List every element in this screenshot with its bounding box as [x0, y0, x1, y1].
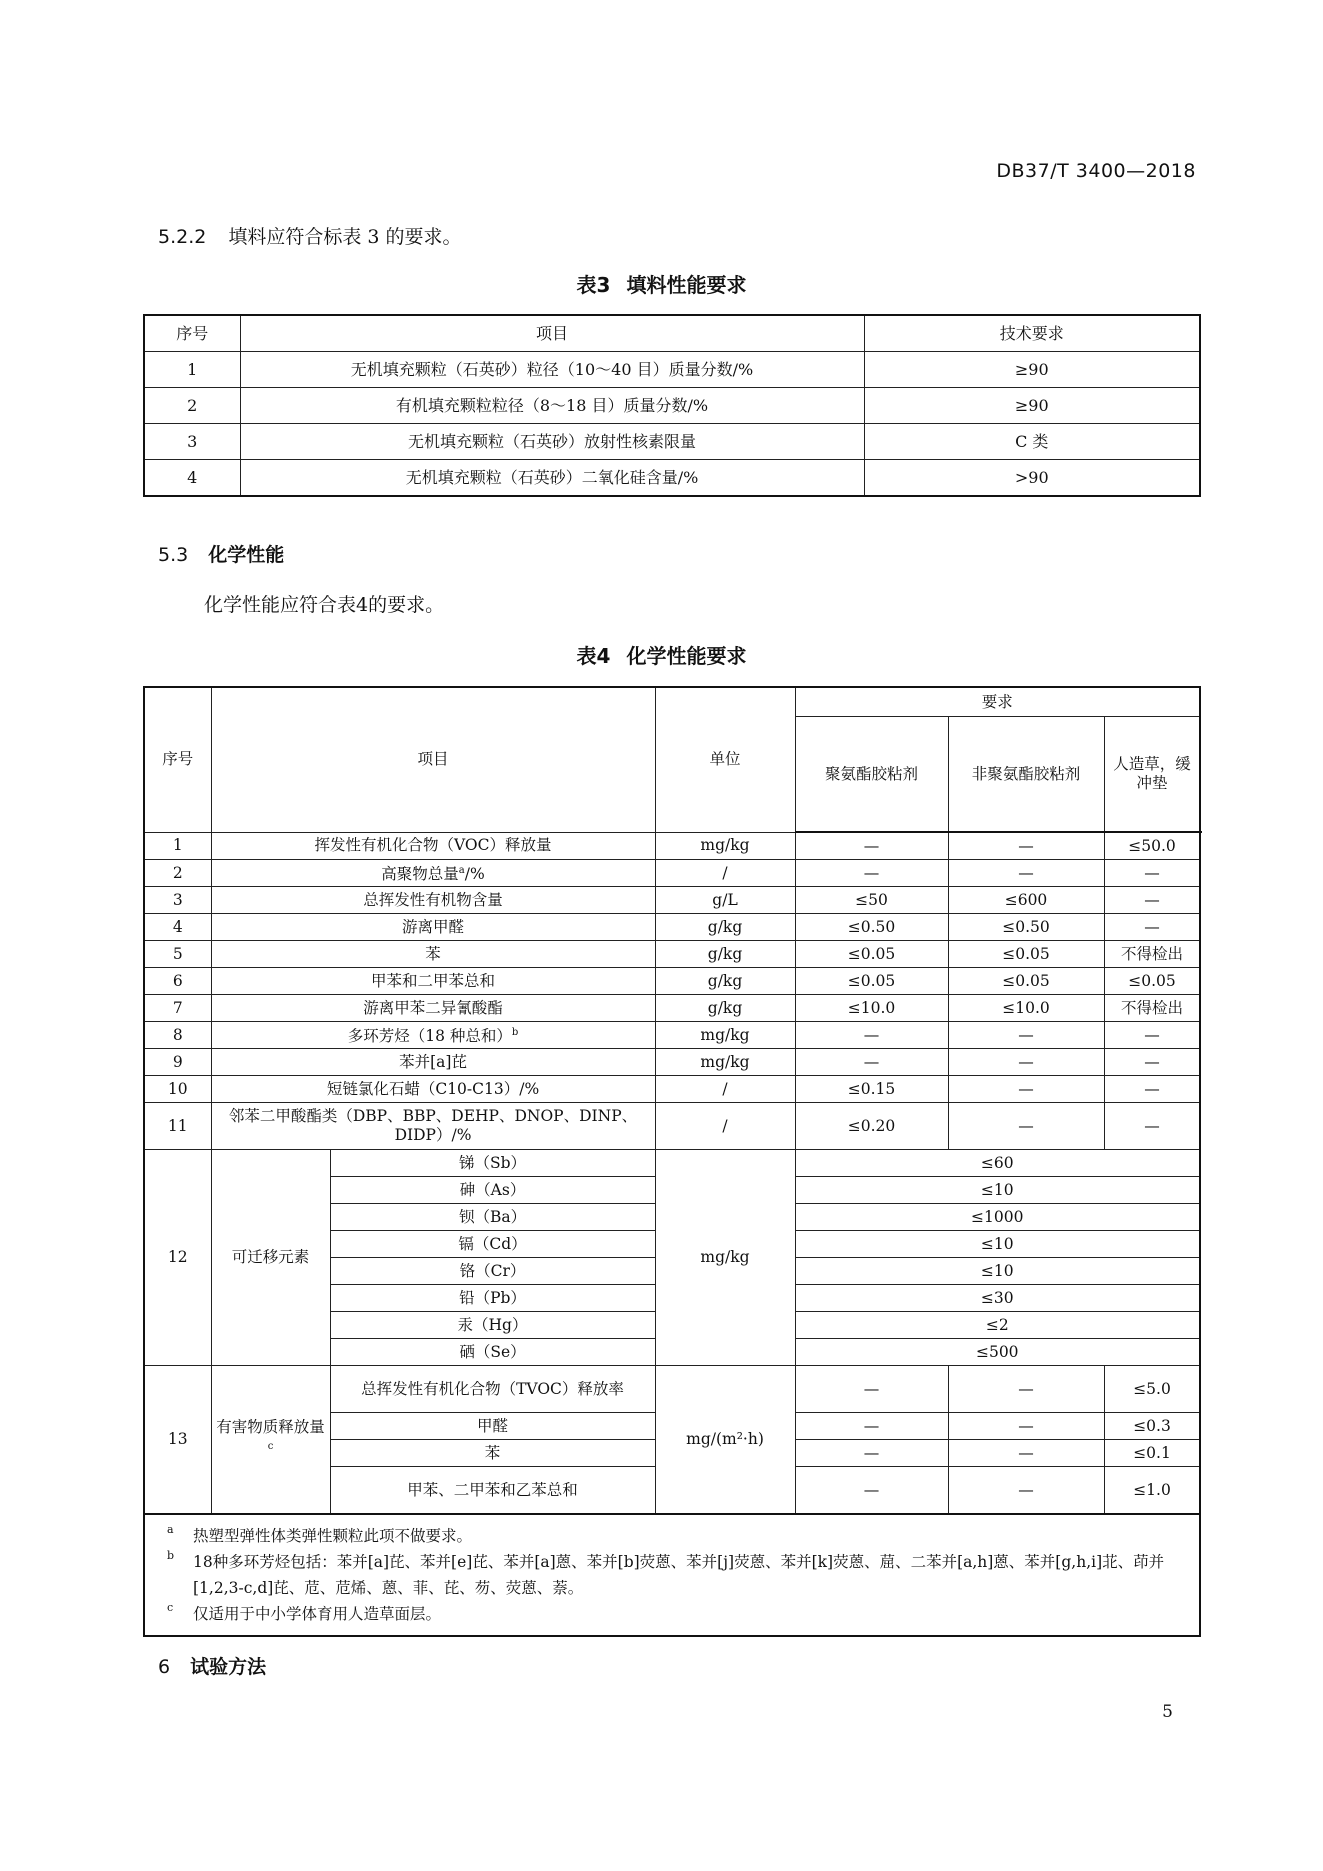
row-no: 1	[144, 832, 211, 860]
table4-caption	[0, 640, 1323, 669]
footnote-mark: c	[267, 1441, 274, 1453]
note-mark: a	[167, 1523, 174, 1536]
row-item: 甲苯和二甲苯总和	[211, 968, 655, 995]
row-requirement: C 类	[864, 424, 1200, 460]
row-value: ≤50	[795, 887, 948, 914]
element-name: 锑（Sb）	[330, 1150, 655, 1177]
table4-notes	[144, 1514, 1200, 1636]
substance-name: 苯	[330, 1440, 655, 1467]
row-unit: mg/kg	[655, 1049, 795, 1076]
row-unit: g/kg	[655, 914, 795, 941]
row-item-text: 高聚物总量	[381, 865, 459, 884]
row-no: 10	[144, 1076, 211, 1103]
row-no: 9	[144, 1049, 211, 1076]
table-note	[167, 1601, 1189, 1627]
note-mark: c	[167, 1601, 174, 1614]
row-value: ≤0.05	[948, 968, 1104, 995]
row-value: ≤10.0	[948, 995, 1104, 1022]
table4-header-item: 项目	[211, 687, 655, 832]
row-no: 2	[144, 388, 240, 424]
row-value: ≤0.20	[795, 1103, 948, 1150]
row-value: —	[948, 1366, 1104, 1413]
row-value: ≤5.0	[1104, 1366, 1200, 1413]
table-row	[144, 1366, 1200, 1413]
row-item: 苯	[211, 941, 655, 968]
row-value: ≤0.05	[1104, 968, 1200, 995]
row-value: 不得检出	[1104, 995, 1200, 1022]
table4-caption-number: 表4	[576, 644, 611, 668]
row-value: ≤0.15	[795, 1076, 948, 1103]
table4-header-row-1	[144, 687, 1200, 717]
element-limit: ≤60	[795, 1150, 1200, 1177]
row-no: 6	[144, 968, 211, 995]
element-limit: ≤2	[795, 1312, 1200, 1339]
section-5-3-heading	[158, 540, 284, 567]
row-value: ≤600	[948, 887, 1104, 914]
element-name: 铬（Cr）	[330, 1258, 655, 1285]
row-item: 游离甲苯二异氰酸酯	[211, 995, 655, 1022]
note-mark: b	[167, 1549, 175, 1562]
row-item: 总挥发性有机物含量	[211, 887, 655, 914]
note-text: 热塑型弹性体类弹性颗粒此项不做要求。	[193, 1527, 473, 1545]
row-no: 2	[144, 860, 211, 887]
table-row	[144, 968, 1200, 995]
section-6-heading	[158, 1652, 266, 1679]
table3-header-row	[144, 315, 1200, 352]
element-name: 汞（Hg）	[330, 1312, 655, 1339]
row-value: —	[795, 832, 948, 860]
table3-header-requirement: 技术要求	[864, 315, 1200, 352]
table-note	[167, 1549, 1189, 1601]
row-value: —	[948, 832, 1104, 860]
row-value: —	[795, 860, 948, 887]
table4-header-turf-pad: 人造草，缓冲垫	[1104, 717, 1200, 833]
element-limit: ≤1000	[795, 1204, 1200, 1231]
row-unit: mg/kg	[655, 832, 795, 860]
row-item: 无机填充颗粒（石英砂）粒径（10～40 目）质量分数/%	[240, 352, 864, 388]
row-no: 4	[144, 460, 240, 497]
row-unit: /	[655, 860, 795, 887]
row-no: 11	[144, 1103, 211, 1150]
table-row	[144, 941, 1200, 968]
row-item: 无机填充颗粒（石英砂）放射性核素限量	[240, 424, 864, 460]
row-item: 苯并[a]芘	[211, 1049, 655, 1076]
row-unit: g/kg	[655, 995, 795, 1022]
table3	[143, 314, 1201, 497]
row-unit: /	[655, 1076, 795, 1103]
row-item: 邻苯二甲酸酯类（DBP、BBP、DEHP、DNOP、DINP、DIDP）/%	[211, 1103, 655, 1150]
row-unit: g/kg	[655, 968, 795, 995]
table-row	[144, 1022, 1200, 1049]
table-row	[144, 1049, 1200, 1076]
table-row	[144, 887, 1200, 914]
row-value: —	[795, 1022, 948, 1049]
row-value: —	[948, 860, 1104, 887]
row-no: 13	[144, 1366, 211, 1515]
row-value: —	[795, 1049, 948, 1076]
row-no: 7	[144, 995, 211, 1022]
row-value: —	[795, 1440, 948, 1467]
note-text: 18种多环芳烃包括：苯并[a]芘、苯并[e]芘、苯并[a]蒽、苯并[b]荧蒽、苯并[j]荧蒽、苯并[k]荧蒽、䓛、二苯并[a,h]蒽、苯并[g,h,i]苝、茚并[1,2,3-c,d]芘、苊、苊烯、蒽、菲、芘、芴、荧蒽、萘。	[193, 1553, 1165, 1597]
row-value: —	[1104, 1103, 1200, 1150]
group-label	[211, 1366, 330, 1515]
row-unit: g/L	[655, 887, 795, 914]
table-row	[144, 352, 1200, 388]
row-value: —	[1104, 1022, 1200, 1049]
row-item: 短链氯化石蜡（C10-C13）/%	[211, 1076, 655, 1103]
table-row	[144, 388, 1200, 424]
element-name: 铅（Pb）	[330, 1285, 655, 1312]
row-no: 8	[144, 1022, 211, 1049]
element-limit: ≤500	[795, 1339, 1200, 1366]
section-title: 试验方法	[190, 1656, 267, 1678]
row-value: —	[948, 1022, 1104, 1049]
clause-5-2-2	[158, 222, 462, 249]
table-note	[167, 1523, 1189, 1549]
table3-caption	[0, 269, 1323, 298]
row-no: 3	[144, 887, 211, 914]
row-requirement: >90	[864, 460, 1200, 497]
row-item: 无机填充颗粒（石英砂）二氧化硅含量/%	[240, 460, 864, 497]
row-value: ≤0.3	[1104, 1413, 1200, 1440]
row-item: 有机填充颗粒粒径（8～18 目）质量分数/%	[240, 388, 864, 424]
element-name: 钡（Ba）	[330, 1204, 655, 1231]
row-value: —	[795, 1467, 948, 1515]
substance-name: 甲醛	[330, 1413, 655, 1440]
table4-header-no: 序号	[144, 687, 211, 832]
row-unit: /	[655, 1103, 795, 1150]
row-value: —	[948, 1467, 1104, 1515]
table-row	[144, 424, 1200, 460]
table4-caption-title: 化学性能要求	[626, 644, 747, 668]
row-unit: mg/kg	[655, 1022, 795, 1049]
table-row	[144, 832, 1200, 860]
substance-name: 甲苯、二甲苯和乙苯总和	[330, 1467, 655, 1515]
row-unit: g/kg	[655, 941, 795, 968]
element-name: 砷（As）	[330, 1177, 655, 1204]
row-no: 1	[144, 352, 240, 388]
table3-header-item: 项目	[240, 315, 864, 352]
row-value: ≤50.0	[1104, 832, 1200, 860]
row-value: ≤0.50	[795, 914, 948, 941]
row-no: 5	[144, 941, 211, 968]
element-limit: ≤10	[795, 1258, 1200, 1285]
row-requirement: ≥90	[864, 388, 1200, 424]
row-value: —	[795, 1413, 948, 1440]
table-row	[144, 860, 1200, 887]
row-value: —	[1104, 1076, 1200, 1103]
table4-header-non-polyurethane: 非聚氨酯胶粘剂	[948, 717, 1104, 833]
table3-caption-title: 填料性能要求	[626, 273, 747, 297]
element-name: 镉（Cd）	[330, 1231, 655, 1258]
table-row	[144, 1103, 1200, 1150]
row-value: ≤0.05	[795, 941, 948, 968]
table4-header-polyurethane: 聚氨酯胶粘剂	[795, 717, 948, 833]
row-no: 12	[144, 1150, 211, 1366]
table-row	[144, 995, 1200, 1022]
row-value: —	[1104, 887, 1200, 914]
row-item-text: 多环芳烃（18 种总和）	[347, 1027, 512, 1046]
row-value: ≤10.0	[795, 995, 948, 1022]
table-row	[144, 1076, 1200, 1103]
row-item-suffix: /%	[464, 865, 485, 884]
row-value: —	[1104, 1049, 1200, 1076]
section-number: 5.3	[158, 544, 189, 566]
page-number: 5	[1162, 1702, 1173, 1722]
row-item	[211, 1022, 655, 1049]
row-value: —	[948, 1413, 1104, 1440]
row-value: —	[948, 1076, 1104, 1103]
table3-header-no: 序号	[144, 315, 240, 352]
row-item: 挥发性有机化合物（VOC）释放量	[211, 832, 655, 860]
row-value: ≤0.1	[1104, 1440, 1200, 1467]
footnote-mark: b	[511, 1027, 519, 1039]
row-value: ≤0.05	[795, 968, 948, 995]
substance-name: 总挥发性有机化合物（TVOC）释放率	[330, 1366, 655, 1413]
row-unit: mg/(m²·h)	[655, 1366, 795, 1515]
row-value: ≤1.0	[1104, 1467, 1200, 1515]
row-value: —	[1104, 914, 1200, 941]
group-label-text: 有害物质释放量	[216, 1418, 325, 1437]
section-title: 化学性能	[208, 544, 285, 566]
row-value: —	[948, 1103, 1104, 1150]
document-number: DB37/T 3400—2018	[996, 160, 1196, 182]
note-text: 仅适用于中小学体育用人造草面层。	[193, 1605, 442, 1623]
row-value: ≤0.05	[948, 941, 1104, 968]
row-value: —	[1104, 860, 1200, 887]
footnote-mark: a	[458, 865, 465, 877]
row-unit: mg/kg	[655, 1150, 795, 1366]
row-value: —	[948, 1049, 1104, 1076]
row-value: —	[795, 1366, 948, 1413]
element-limit: ≤10	[795, 1177, 1200, 1204]
table-row	[144, 1150, 1200, 1177]
row-value: —	[948, 1440, 1104, 1467]
table4-header-requirement: 要求	[795, 687, 1200, 717]
clause-number: 5.2.2	[158, 226, 207, 248]
row-value: ≤0.50	[948, 914, 1104, 941]
element-limit: ≤30	[795, 1285, 1200, 1312]
group-label: 可迁移元素	[211, 1150, 330, 1366]
row-item	[211, 860, 655, 887]
clause-text: 填料应符合标表 3 的要求。	[228, 226, 462, 248]
table3-caption-number: 表3	[576, 273, 611, 297]
row-no: 3	[144, 424, 240, 460]
table4-notes-row	[144, 1514, 1200, 1636]
table-row	[144, 460, 1200, 497]
element-name: 硒（Se）	[330, 1339, 655, 1366]
section-number: 6	[158, 1656, 171, 1678]
row-value: 不得检出	[1104, 941, 1200, 968]
table4	[143, 686, 1201, 1637]
row-no: 4	[144, 914, 211, 941]
row-requirement: ≥90	[864, 352, 1200, 388]
row-item: 游离甲醛	[211, 914, 655, 941]
table-row	[144, 914, 1200, 941]
section-5-3-paragraph: 化学性能应符合表4的要求。	[204, 594, 445, 616]
element-limit: ≤10	[795, 1231, 1200, 1258]
table4-header-unit: 单位	[655, 687, 795, 832]
